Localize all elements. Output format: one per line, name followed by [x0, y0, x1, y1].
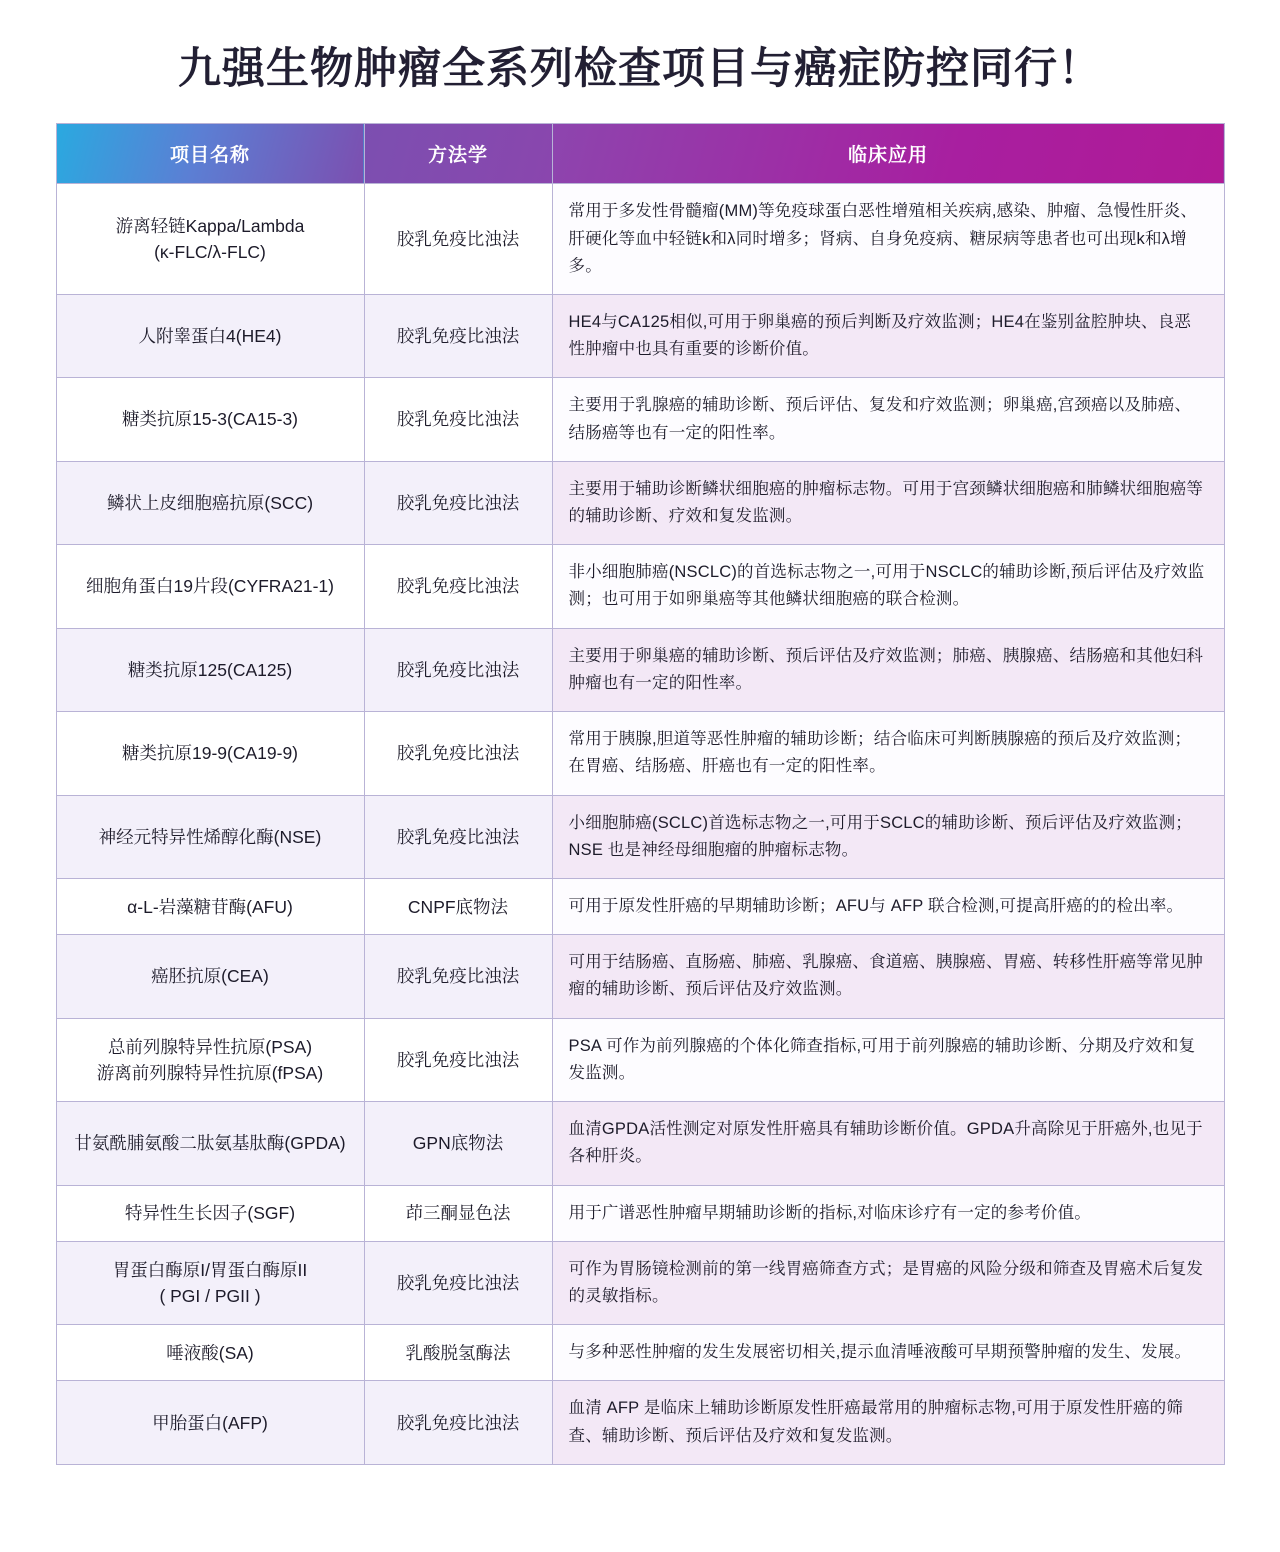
- cell-method: 胶乳免疫比浊法: [364, 628, 552, 711]
- cell-project-name: [56, 545, 364, 628]
- project-name-line: 神经元特异性烯醇化酶(NSE): [98, 826, 322, 847]
- cell-project-name: [56, 1018, 364, 1101]
- cell-method: 胶乳免疫比浊法: [364, 795, 552, 878]
- project-name-line: 糖类抗原15-3(CA15-3): [121, 409, 299, 430]
- table-row: [56, 1325, 1224, 1381]
- table-row: [56, 795, 1224, 878]
- project-name-line: 游离前列腺特异性抗原(fPSA): [96, 1062, 324, 1083]
- cell-clinical-application: 非小细胞肺癌(NSCLC)的首选标志物之一,可用于NSCLC的辅助诊断,预后评估及疗效监测；也可用于如卵巢癌等其他鳞状细胞癌的联合检测。: [552, 545, 1224, 628]
- table-row: [56, 1185, 1224, 1241]
- cell-project-name: [56, 378, 364, 461]
- cell-project-name: [56, 1241, 364, 1324]
- cell-method: 胶乳免疫比浊法: [364, 1381, 552, 1464]
- cell-method: 胶乳免疫比浊法: [364, 1018, 552, 1101]
- cell-clinical-application: 可作为胃肠镜检测前的第一线胃癌筛查方式；是胃癌的风险分级和筛查及胃癌术后复发的灵敏指标。: [552, 1241, 1224, 1324]
- cell-project-name: [56, 795, 364, 878]
- table-row: [56, 1102, 1224, 1185]
- cell-clinical-application: 常用于胰腺,胆道等恶性肿瘤的辅助诊断；结合临床可判断胰腺癌的预后及疗效监测；在胃癌、结肠癌、肝癌也有一定的阳性率。: [552, 712, 1224, 795]
- column-header-method: 方法学: [364, 124, 552, 184]
- cell-method: 胶乳免疫比浊法: [364, 461, 552, 544]
- table-row: [56, 879, 1224, 935]
- column-header-application: 临床应用: [552, 124, 1224, 184]
- table-row: [56, 1381, 1224, 1464]
- table-row: [56, 712, 1224, 795]
- cell-clinical-application: PSA 可作为前列腺癌的个体化筛查指标,可用于前列腺癌的辅助诊断、分期及疗效和复发监测。: [552, 1018, 1224, 1101]
- cell-clinical-application: 与多种恶性肿瘤的发生发展密切相关,提示血清唾液酸可早期预警肿瘤的发生、发展。: [552, 1325, 1224, 1381]
- cell-project-name: [56, 294, 364, 377]
- cell-clinical-application: 可用于原发性肝癌的早期辅助诊断；AFU与 AFP 联合检测,可提高肝癌的的检出率。: [552, 879, 1224, 935]
- project-name-line: 甲胎蛋白(AFP): [152, 1412, 268, 1433]
- project-name-line: 人附睾蛋白4(HE4): [138, 326, 282, 347]
- project-name-line: 胃蛋白酶原I/胃蛋白酶原II: [112, 1259, 308, 1280]
- cell-project-name: [56, 712, 364, 795]
- cell-project-name: [56, 461, 364, 544]
- project-name-line: 特异性生长因子(SGF): [124, 1203, 296, 1224]
- table-row: [56, 378, 1224, 461]
- project-name-line: 癌胚抗原(CEA): [151, 966, 269, 987]
- table-row: [56, 294, 1224, 377]
- cell-clinical-application: 主要用于卵巢癌的辅助诊断、预后评估及疗效监测；肺癌、胰腺癌、结肠癌和其他妇科肿瘤也有一定的阳性率。: [552, 628, 1224, 711]
- cell-project-name: [56, 1102, 364, 1185]
- page-title: 九强生物肿瘤全系列检查项目与癌症防控同行！: [178, 45, 1102, 93]
- project-name-line: 唾液酸(SA): [166, 1342, 254, 1363]
- cell-clinical-application: 血清 AFP 是临床上辅助诊断原发性肝癌最常用的肿瘤标志物,可用于原发性肝癌的筛查、辅助诊断、预后评估及疗效和复发监测。: [552, 1381, 1224, 1464]
- cell-method: 胶乳免疫比浊法: [364, 1241, 552, 1324]
- cell-project-name: [56, 879, 364, 935]
- table-row: [56, 545, 1224, 628]
- cell-project-name: [56, 1381, 364, 1464]
- cell-clinical-application: HE4与CA125相似,可用于卵巢癌的预后判断及疗效监测；HE4在鉴别盆腔肿块、良恶性肿瘤中也具有重要的诊断价值。: [552, 294, 1224, 377]
- project-name-line: α-L-岩藻糖苷酶(AFU): [127, 896, 293, 917]
- table-row: [56, 1018, 1224, 1101]
- cell-project-name: [56, 1185, 364, 1241]
- column-header-name: 项目名称: [56, 124, 364, 184]
- tumor-marker-table: [56, 123, 1225, 1465]
- cell-project-name: [56, 628, 364, 711]
- project-name-line: 总前列腺特异性抗原(PSA): [107, 1036, 313, 1057]
- cell-clinical-application: 常用于多发性骨髓瘤(MM)等免疫球蛋白恶性增殖相关疾病,感染、肿瘤、急慢性肝炎、肝硬化等血中轻链k和λ同时增多；肾病、自身免疫病、糖尿病等患者也可出现k和λ增多。: [552, 184, 1224, 295]
- cell-method: 胶乳免疫比浊法: [364, 294, 552, 377]
- cell-method: GPN底物法: [364, 1102, 552, 1185]
- project-name-line: (κ-FLC/λ-FLC): [154, 242, 266, 263]
- cell-clinical-application: 小细胞肺癌(SCLC)首选标志物之一,可用于SCLC的辅助诊断、预后评估及疗效监测；NSE 也是神经母细胞瘤的肿瘤标志物。: [552, 795, 1224, 878]
- cell-method: 胶乳免疫比浊法: [364, 378, 552, 461]
- project-name-line: 甘氨酰脯氨酸二肽氨基肽酶(GPDA): [74, 1133, 346, 1154]
- project-name-line: ( PGI / PGII ): [159, 1285, 261, 1306]
- cell-method: 胶乳免疫比浊法: [364, 935, 552, 1018]
- cell-clinical-application: 用于广谱恶性肿瘤早期辅助诊断的指标,对临床诊疗有一定的参考价值。: [552, 1185, 1224, 1241]
- cell-clinical-application: 可用于结肠癌、直肠癌、肺癌、乳腺癌、食道癌、胰腺癌、胃癌、转移性肝癌等常见肿瘤的辅助诊断、预后评估及疗效监测。: [552, 935, 1224, 1018]
- cell-project-name: [56, 184, 364, 295]
- cell-method: CNPF底物法: [364, 879, 552, 935]
- project-name-line: 游离轻链Kappa/Lambda: [115, 215, 305, 236]
- header-row: [56, 124, 1224, 184]
- project-name-line: 鳞状上皮细胞癌抗原(SCC): [106, 492, 314, 513]
- project-name-line: 细胞角蛋白19片段(CYFRA21-1): [86, 576, 334, 597]
- cell-project-name: [56, 935, 364, 1018]
- project-name-line: 糖类抗原19-9(CA19-9): [121, 743, 299, 764]
- table-body: [56, 184, 1224, 1465]
- table-row: [56, 628, 1224, 711]
- cell-clinical-application: 主要用于乳腺癌的辅助诊断、预后评估、复发和疗效监测；卵巢癌,宫颈癌以及肺癌、结肠癌等也有一定的阳性率。: [552, 378, 1224, 461]
- cell-method: 胶乳免疫比浊法: [364, 712, 552, 795]
- table-row: [56, 935, 1224, 1018]
- table-row: [56, 461, 1224, 544]
- cell-method: 胶乳免疫比浊法: [364, 184, 552, 295]
- cell-clinical-application: 主要用于辅助诊断鳞状细胞癌的肿瘤标志物。可用于宫颈鳞状细胞癌和肺鳞状细胞癌等的辅助诊断、疗效和复发监测。: [552, 461, 1224, 544]
- cell-method: 胶乳免疫比浊法: [364, 545, 552, 628]
- project-name-line: 糖类抗原125(CA125): [127, 659, 293, 680]
- cell-clinical-application: 血清GPDA活性测定对原发性肝癌具有辅助诊断价值。GPDA升高除见于肝癌外,也见于各种肝炎。: [552, 1102, 1224, 1185]
- cell-project-name: [56, 1325, 364, 1381]
- table-row: [56, 184, 1224, 295]
- table-row: [56, 1241, 1224, 1324]
- cell-method: 乳酸脱氢酶法: [364, 1325, 552, 1381]
- cell-method: 茚三酮显色法: [364, 1185, 552, 1241]
- table-header: [56, 124, 1224, 184]
